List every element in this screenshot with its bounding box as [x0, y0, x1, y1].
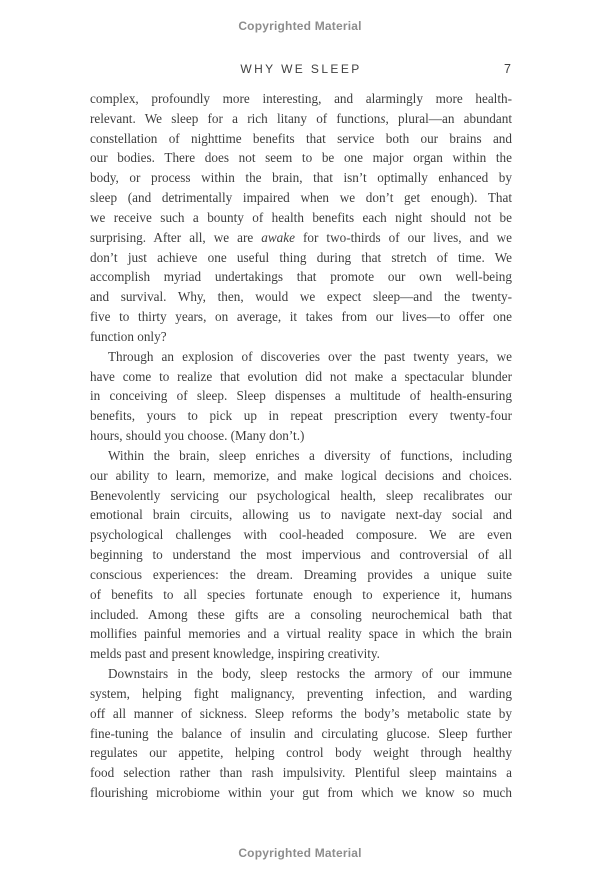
text-line: regulates our appetite, helping control body weight through healthy — [90, 745, 512, 761]
running-title: WHY WE SLEEP — [240, 62, 362, 76]
body-text — [90, 89, 512, 803]
text-line: our bodies. There does not seem to be one major organ within the — [90, 150, 512, 166]
text-line: psychological challenges with cool-headed composure. We are even — [90, 527, 512, 543]
text-line: Downstairs in the body, sleep restocks the armory of our immune — [108, 666, 512, 682]
text-line: conscious experiences: the dream. Dreaming provides a unique suite — [90, 566, 512, 582]
text-line: and survival. Why, then, would we expect sleep—and the twenty- — [90, 289, 512, 305]
text-line: melds past and present knowledge, inspiring creativity. — [90, 646, 380, 662]
text-line: relevant. We sleep for a rich litany of functions, plural—an abundant — [90, 110, 512, 126]
text-line: Benevolently servicing our psychological health, sleep recalibrates our — [90, 487, 512, 503]
text-line: fine-tuning the balance of insulin and circulating glucose. Sleep further — [90, 725, 512, 741]
text-line: our ability to learn, memorize, and make logical decisions and choices. — [90, 467, 512, 483]
page-number: 7 — [504, 62, 512, 76]
text-line: we receive such a bounty of health benefits each night should not be — [90, 209, 512, 225]
text-line: Within the brain, sleep enriches a diversity of functions, including — [108, 447, 512, 463]
text-line: function only? — [90, 328, 167, 344]
text-line: accomplish myriad undertakings that promote our own well-being — [90, 269, 512, 285]
text-line: body, or process within the brain, that isn’t optimally enhanced by — [90, 170, 512, 186]
text-line: of benefits to all species fortunate enough to experience it, humans — [90, 586, 512, 602]
text-line: included. Among these gifts are a consoling neurochemical bath that — [90, 606, 512, 622]
text-line: surprising. After all, we are awake for two-thirds of our lives, and we — [90, 229, 512, 245]
text-line: complex, profoundly more interesting, and alarmingly more health- — [90, 91, 512, 106]
page-header — [90, 62, 512, 78]
text-line: in conceiving of sleep. Sleep dispenses a multitude of health-ensuring — [90, 388, 512, 404]
text-line: benefits, yours to pick up in repeat prescription every twenty-four — [90, 408, 512, 424]
copyright-notice-top: Copyrighted Material — [238, 19, 362, 33]
text-line: have come to realize that evolution did not make a spectacular blunder — [90, 368, 512, 384]
copyright-notice-bottom: Copyrighted Material — [238, 846, 362, 860]
text-line: don’t just achieve one useful thing during that stretch of time. We — [90, 249, 512, 265]
text-line: mollifies painful memories and a virtual reality space in which the brain — [90, 626, 512, 642]
text-line: beginning to understand the most impervious and controversial of all — [90, 547, 512, 563]
text-line: system, helping fight malignancy, preventing infection, and warding — [90, 685, 512, 701]
text-line: hours, should you choose. (Many don’t.) — [90, 428, 305, 444]
text-line: emotional brain circuits, allowing us to navigate next-day social and — [90, 507, 512, 523]
text-line: Through an explosion of discoveries over the past twenty years, we — [108, 348, 512, 364]
text-line: sleep (and detrimentally impaired when we don’t get enough). That — [90, 190, 512, 206]
text-line: five to thirty years, on average, it takes from our lives—to offer one — [90, 309, 512, 325]
text-line: flourishing microbiome within your gut from which we know so much — [90, 784, 512, 800]
text-line: constellation of nighttime benefits that service both our brains and — [90, 130, 512, 146]
text-line: food selection rather than rash impulsivity. Plentiful sleep maintains a — [90, 765, 512, 781]
text-line: off all manner of sickness. Sleep reforms the body’s metabolic state by — [90, 705, 512, 721]
